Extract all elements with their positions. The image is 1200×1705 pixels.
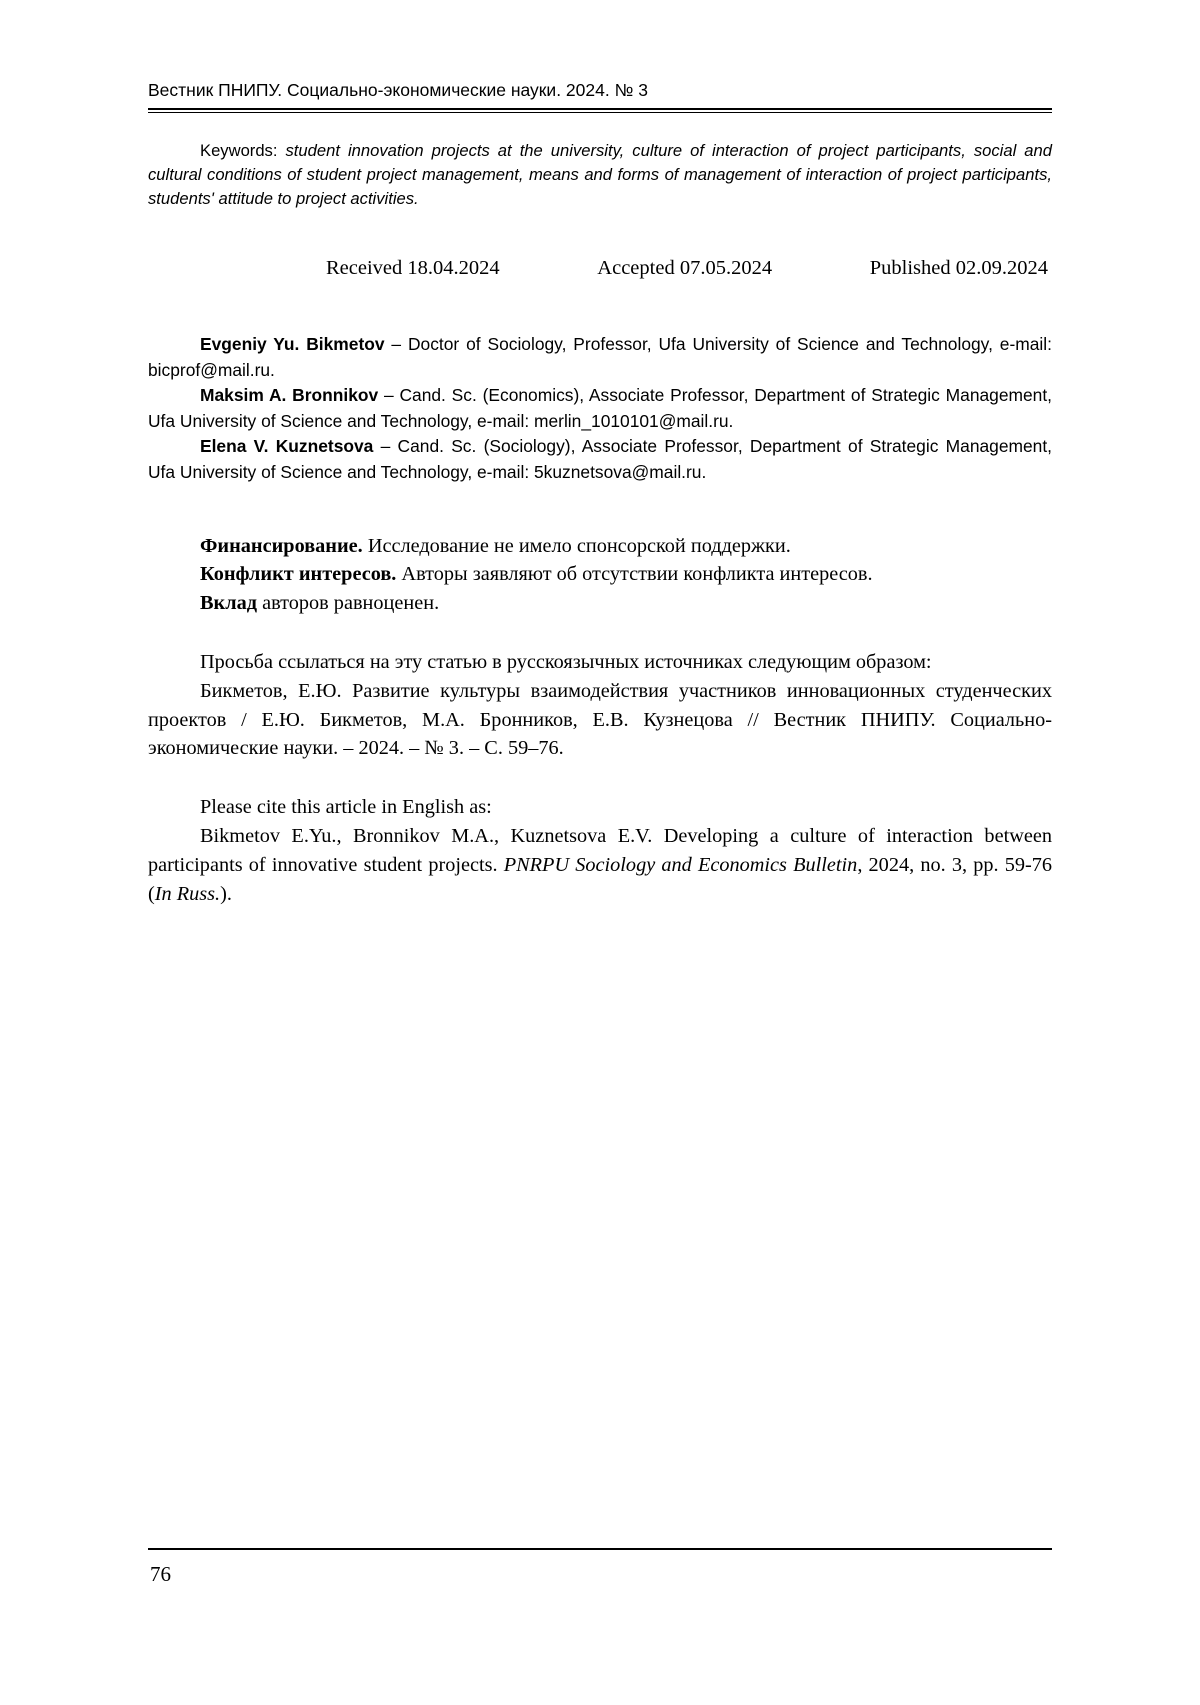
note-text: Авторы заявляют об отсутствии конфликта интересов. bbox=[396, 563, 873, 586]
note-conflict-of-interest bbox=[148, 560, 1052, 589]
note-label: Вклад bbox=[200, 592, 257, 615]
citation-english-part2: , 2024, no. 3, pp. 59-76 ( bbox=[148, 853, 1053, 905]
citation-english-in-russ: In Russ. bbox=[154, 882, 221, 905]
author-details: – Cand. Sc. (Sociology), Associate Professor, Department of Strategic Management, Ufa University of Science and Technology, e-mail: 5kuznetsova@mail.ru. bbox=[148, 436, 1053, 483]
date-accepted: Accepted 07.05.2024 bbox=[597, 257, 773, 280]
author-details: – Cand. Sc. (Economics), Associate Professor, Department of Strategic Management, Ufa University of Science and Technology, e-mail: merlin_1010101@mail.ru. bbox=[148, 385, 1053, 431]
note-contribution bbox=[148, 589, 1052, 618]
citation-english bbox=[148, 793, 1052, 908]
author-name: Maksim A. Bronnikov bbox=[200, 385, 379, 406]
keywords-paragraph bbox=[148, 139, 1052, 211]
note-label: Финансирование. bbox=[200, 534, 363, 557]
authors-block bbox=[148, 332, 1052, 485]
header-rule-thin bbox=[148, 112, 1052, 113]
notes-block bbox=[148, 532, 1052, 618]
citation-russian-intro: Просьба ссылаться на эту статью в русскоязычных источниках следующим образом: bbox=[200, 651, 932, 674]
citation-english-intro: Please cite this article in English as: bbox=[200, 796, 492, 819]
author-entry bbox=[148, 383, 1052, 434]
date-published: Published 02.09.2024 bbox=[869, 257, 1048, 280]
citation-english-part3: ). bbox=[220, 882, 232, 905]
running-head: Вестник ПНИПУ. Социально-экономические науки. 2024. № 3 bbox=[148, 80, 648, 100]
publication-dates bbox=[148, 257, 1052, 280]
citation-english-reference bbox=[148, 822, 1052, 908]
page-number: 76 bbox=[150, 1562, 171, 1586]
author-name: Elena V. Kuznetsova bbox=[200, 436, 374, 457]
header-rule-thick bbox=[148, 108, 1052, 110]
note-text: Исследование не имело спонсорской поддержки. bbox=[362, 534, 791, 557]
footer-rule bbox=[148, 1548, 1052, 1550]
citation-english-journal: PNRPU Sociology and Economics Bulletin bbox=[503, 853, 858, 876]
date-received: Received 18.04.2024 bbox=[326, 257, 500, 280]
citation-russian-reference: Бикметов, Е.Ю. Развитие культуры взаимодействия участников инновационных студенческих проектов / Е.Ю. Бикметов, М.А. Бронников, Е.В. Кузнецова // Вестник ПНИПУ. Социально-экономические науки. – 2024. – № 3. – С. 59–76. bbox=[148, 679, 1052, 760]
page-content bbox=[148, 80, 1052, 909]
author-details: – Doctor of Sociology, Professor, Ufa University of Science and Technology, e-mail: bicprof@mail.ru. bbox=[148, 334, 1052, 380]
page-footer bbox=[148, 1548, 1052, 1587]
author-entry bbox=[148, 332, 1052, 383]
author-entry bbox=[148, 434, 1052, 485]
keywords-text: student innovation projects at the university, culture of interaction of project participants, social and cultural conditions of student project management, means and forms of management of interaction of project participants, students' attitude to project activities. bbox=[148, 141, 1052, 209]
author-name: Evgeniy Yu. Bikmetov bbox=[200, 334, 385, 355]
citation-english-part1: Bikmetov E.Yu., Bronnikov M.A., Kuznetsova E.V. Developing a culture of interaction between participants of innovative student projects. bbox=[148, 825, 1052, 876]
keywords-label: Keywords: bbox=[200, 141, 278, 160]
note-label: Конфликт интересов. bbox=[200, 563, 397, 586]
note-funding bbox=[148, 532, 1052, 561]
note-text: авторов равноценен. bbox=[257, 592, 440, 615]
citation-russian bbox=[148, 648, 1052, 763]
